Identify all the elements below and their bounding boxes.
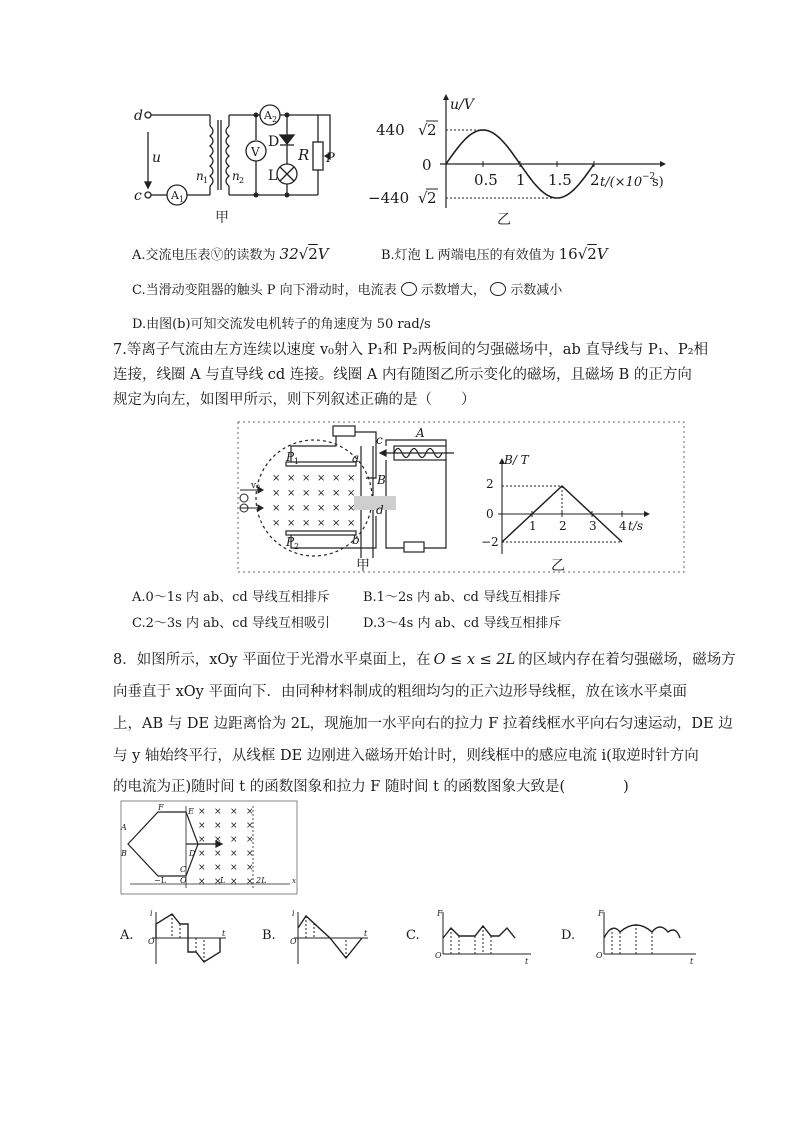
field-cross-icon: × xyxy=(287,518,296,529)
field-cross-icon: × xyxy=(246,835,254,845)
svg-text:2: 2 xyxy=(559,519,567,533)
q8-option-b-label[interactable]: B. xyxy=(262,928,276,943)
svg-text:1: 1 xyxy=(203,176,209,185)
field-cross-icon: × xyxy=(302,488,311,499)
field-cross-icon: × xyxy=(214,863,222,873)
field-cross-icon: × xyxy=(317,518,326,529)
svg-text:2: 2 xyxy=(272,115,278,124)
chart1-tick-label: 1 xyxy=(516,171,526,189)
field-cross-icon: × xyxy=(347,503,356,514)
chart1-tick-label: 1.5 xyxy=(548,171,572,189)
svg-text:√: √ xyxy=(418,189,428,207)
q8-graph-c[interactable] xyxy=(435,908,535,968)
field-cross-icon: × xyxy=(317,473,326,484)
diode-icon xyxy=(280,135,294,144)
field-cross-icon: × xyxy=(246,807,254,817)
q6-option-d: D.由图(b)可知交流发电机转子的角速度为 50 rad/s xyxy=(132,317,431,332)
field-cross-icon: × xyxy=(272,488,281,499)
label-a: a xyxy=(352,451,360,465)
q8-line-3: 上，AB 与 DE 边距离恰为 2L，现施加一水平向右的拉力 F 拉着线框水平向右匀速运动，DE 边 xyxy=(113,716,733,732)
caption-jia: 甲 xyxy=(215,210,229,226)
voltage-chart-yi xyxy=(362,90,672,230)
q7-option-a: A.0～1s 内 ab、cd 导线互相排斥 xyxy=(132,590,330,605)
svg-text:2: 2 xyxy=(239,176,245,185)
q8-option-d-label[interactable]: D. xyxy=(561,928,576,943)
field-cross-icon: × xyxy=(230,835,238,845)
q6-option-c: C.当滑动变阻器的触头 P 向下滑动时，电流表 示数增大， 示数减小 xyxy=(132,283,563,298)
svg-text:−2: −2 xyxy=(481,535,499,549)
field-cross-icon: × xyxy=(287,503,296,514)
svg-text:F: F xyxy=(437,909,443,918)
q8-line-5: 的电流为正)随时间 t 的函数图象和拉力 F 随时间 t 的函数图象大致是( ) xyxy=(113,779,629,795)
field-cross-icon: × xyxy=(332,503,341,514)
chart1-tick-label: 0.5 xyxy=(474,171,498,189)
field-cross-icon: × xyxy=(302,473,311,484)
field-cross-icon: × xyxy=(347,518,356,529)
q6-option-b: B.灯泡 L 两端电压的有效值为 16√2V xyxy=(381,245,608,263)
field-cross-icon: × xyxy=(246,863,254,873)
q7-line-1: 7.等离子气流由左方连续以速度 v₀射入 P₁和 P₂两板间的匀强磁场中，ab 直导线与 P₁、P₂相 xyxy=(113,342,709,358)
q7-line-3: 规定为向左，如图甲所示，则下列叙述正确的是（ ） xyxy=(113,392,476,408)
field-cross-icon: × xyxy=(214,835,222,845)
field-cross-icon: × xyxy=(214,877,222,887)
chart1-ytop: 440 xyxy=(376,121,405,139)
svg-text:i: i xyxy=(292,909,295,918)
label-a1: A xyxy=(171,189,179,202)
field-cross-icon: × xyxy=(347,488,356,499)
q7-line-2: 连接，线圈 A 与直导线 cd 连接。线圈 A 内有随图乙所示变化的磁场，且磁场 B 的正方向 xyxy=(113,367,692,383)
field-cross-icon: × xyxy=(317,488,326,499)
label-coil-a: A xyxy=(416,426,425,440)
svg-text:t/s: t/s xyxy=(628,519,644,533)
svg-text:O: O xyxy=(180,876,187,885)
field-cross-icon: × xyxy=(272,473,281,484)
svg-text:√: √ xyxy=(418,121,428,139)
q8-line-4: 与 y 轴始终平行，从线框 DE 边刚进入磁场开始计时，则线框中的感应电流 i(取逆时针方向 xyxy=(113,748,699,764)
label-p2: P xyxy=(286,535,295,549)
svg-text:3: 3 xyxy=(589,519,597,533)
field-cross-icon: × xyxy=(287,488,296,499)
svg-text:2: 2 xyxy=(486,477,494,491)
svg-text:−L: −L xyxy=(154,876,167,885)
field-cross-icon: × xyxy=(230,877,238,887)
svg-text:O: O xyxy=(148,937,155,946)
svg-text:2: 2 xyxy=(294,542,300,551)
circuit-diagram-jia xyxy=(130,98,350,228)
field-cross-icon: × xyxy=(332,473,341,484)
label-u: u xyxy=(152,150,162,166)
q8-hexagon-figure xyxy=(120,800,300,896)
field-cross-icon: × xyxy=(230,863,238,873)
svg-text:1: 1 xyxy=(529,519,537,533)
svg-text:t: t xyxy=(222,929,226,938)
svg-text:F: F xyxy=(598,909,604,918)
field-cross-icon: × xyxy=(332,518,341,529)
svg-text:A: A xyxy=(121,823,127,832)
field-cross-icon: × xyxy=(198,849,206,859)
q8-line-1: 8．如图所示，xOy 平面位于光滑水平桌面上，在 O ≤ x ≤ 2L 的区域内存在着匀强磁场，磁场方 xyxy=(113,652,736,668)
field-cross-icon: × xyxy=(246,821,254,831)
q8-line-2: 向垂直于 xOy 平面向下．由同种材料制成的粗细均匀的正六边形导线框，放在该水平桌面 xyxy=(113,684,687,700)
label-r: R xyxy=(298,146,310,164)
label-lamp: L xyxy=(268,168,278,184)
svg-text:i: i xyxy=(150,909,153,918)
field-cross-icon: × xyxy=(198,821,206,831)
field-cross-icon: × xyxy=(272,518,281,529)
field-cross-icon: × xyxy=(347,473,356,484)
field-cross-icon: × xyxy=(272,503,281,514)
field-cross-icon: × xyxy=(198,835,206,845)
caption-q7-jia: 甲 xyxy=(356,558,370,574)
field-cross-icon: × xyxy=(230,807,238,817)
svg-text:t: t xyxy=(690,957,694,966)
field-cross-icon: × xyxy=(198,877,206,887)
chart2-ylabel: B/ T xyxy=(504,453,529,467)
svg-text:C: C xyxy=(180,865,187,874)
label-b: b xyxy=(352,533,360,547)
q8-option-c-label[interactable]: C. xyxy=(406,928,420,943)
label-c: c xyxy=(376,433,383,447)
label-p1: P xyxy=(286,450,295,464)
q6-option-a: A.交流电压表Ⓥ的读数为 32√2V xyxy=(132,245,329,263)
svg-text:D: D xyxy=(189,849,196,858)
q8-options-row xyxy=(120,908,700,968)
svg-text:O: O xyxy=(596,951,603,960)
field-cross-icon: × xyxy=(302,503,311,514)
chart1-ylabel: u/V xyxy=(450,97,474,113)
q8-option-a-label[interactable]: A. xyxy=(120,928,134,943)
resistor-bottom-icon xyxy=(404,542,424,552)
svg-text:1: 1 xyxy=(294,457,300,466)
svg-text:s): s) xyxy=(652,175,664,190)
svg-text:E: E xyxy=(188,807,194,816)
q8-graph-b[interactable] xyxy=(290,908,372,968)
field-cross-icon: × xyxy=(214,821,222,831)
svg-text:x: x xyxy=(292,877,296,885)
svg-text:2: 2 xyxy=(427,189,437,207)
label-c: c xyxy=(134,188,142,204)
ammeter-a1-small-icon xyxy=(490,282,506,296)
field-cross-icon: × xyxy=(246,877,254,887)
svg-text:2: 2 xyxy=(427,121,437,139)
label-d: d xyxy=(134,108,143,124)
field-cross-icon: × xyxy=(230,821,238,831)
field-cross-icon: × xyxy=(198,863,206,873)
svg-text:0: 0 xyxy=(486,507,494,521)
label-a2: A xyxy=(264,109,272,122)
q8-graph-d[interactable] xyxy=(596,908,700,968)
svg-text:2L: 2L xyxy=(256,876,267,885)
field-cross-icon: × xyxy=(214,807,222,817)
field-cross-icon: × xyxy=(246,849,254,859)
q7-option-d: D.3～4s 内 ab、cd 导线互相排斥 xyxy=(363,616,562,631)
svg-text:−2: −2 xyxy=(642,172,656,182)
resistor-top-icon xyxy=(333,426,355,436)
svg-text:t: t xyxy=(364,929,368,938)
field-cross-icon: × xyxy=(214,849,222,859)
label-field-b: B xyxy=(377,473,386,487)
field-cross-icon: × xyxy=(230,849,238,859)
label-d: d xyxy=(376,503,384,517)
svg-text:L: L xyxy=(220,876,226,885)
label-v: V xyxy=(251,145,260,159)
label-n1: n xyxy=(196,169,204,183)
q7-option-c: C.2～3s 内 ab、cd 导线互相吸引 xyxy=(132,616,330,631)
field-cross-icon: × xyxy=(287,473,296,484)
chart1-tick-label: 2 xyxy=(590,171,600,189)
chart1-origin: 0 xyxy=(422,156,432,174)
svg-text:t: t xyxy=(525,957,529,966)
field-cross-icon: × xyxy=(317,503,326,514)
label-p: P xyxy=(326,151,335,166)
label-diode: D xyxy=(268,134,280,150)
svg-text:O: O xyxy=(290,937,297,946)
label-n2: n xyxy=(232,169,240,183)
svg-text:1: 1 xyxy=(179,195,185,204)
rheostat-icon xyxy=(313,142,323,170)
field-cross-icon: × xyxy=(198,807,206,817)
caption-q7-yi: 乙 xyxy=(551,558,565,574)
svg-text:O: O xyxy=(435,951,442,960)
chart1-xlabel: t/(×10 xyxy=(600,175,643,190)
label-v0: v₀ xyxy=(251,481,260,491)
chart1-ybottom: −440 xyxy=(368,189,410,207)
q7-figure xyxy=(236,418,688,578)
svg-text:B: B xyxy=(121,849,127,858)
field-cross-icon: × xyxy=(302,518,311,529)
caption-yi: 乙 xyxy=(497,212,511,228)
q8-graph-a[interactable] xyxy=(148,908,230,968)
svg-text:F: F xyxy=(158,803,164,812)
ammeter-a2-small-icon xyxy=(401,282,417,296)
svg-text:4: 4 xyxy=(619,519,627,533)
field-cross-icon: × xyxy=(332,488,341,499)
q7-option-b: B.1～2s 内 ab、cd 导线互相排斥 xyxy=(363,590,561,605)
